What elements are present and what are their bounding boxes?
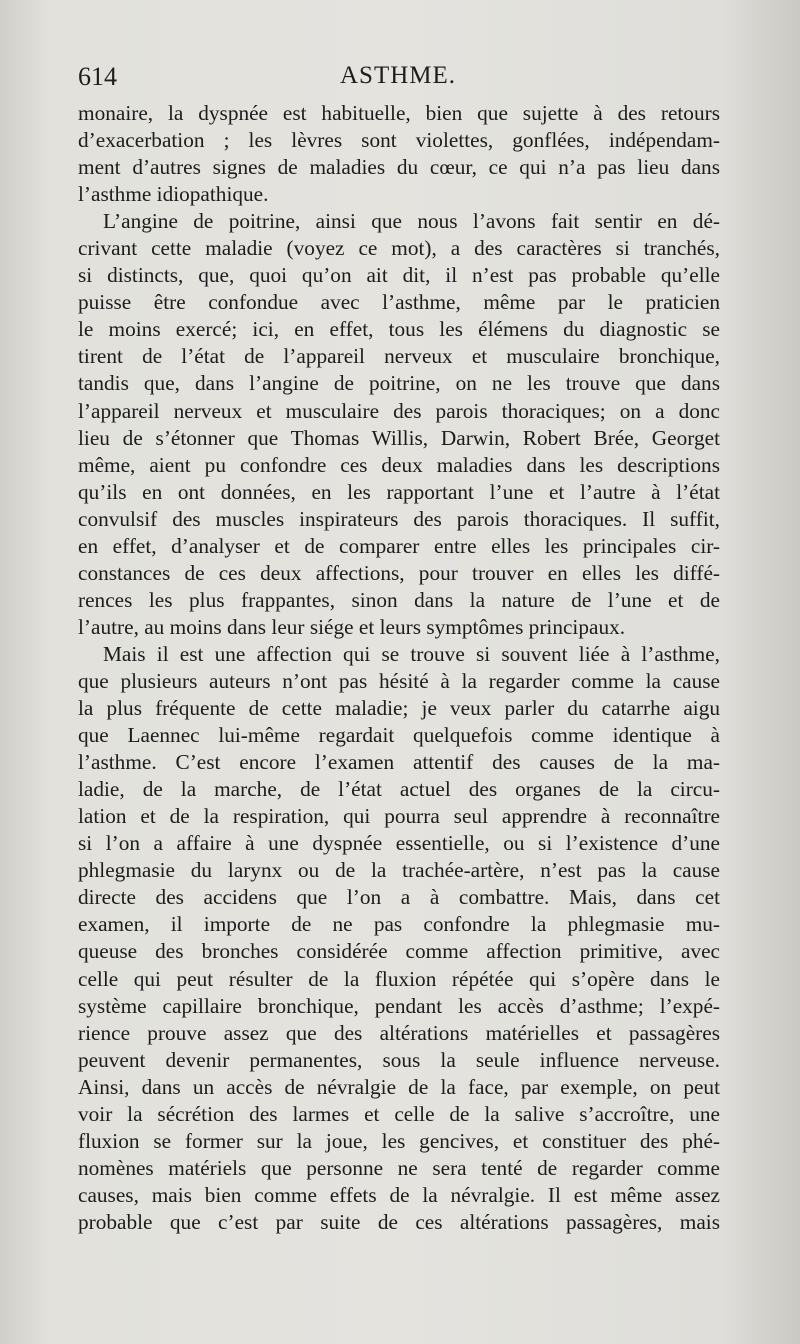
text-line: tandis que, dans l’angine de poitrine, on ne les trouve que dans (78, 371, 720, 396)
text-line: le moins exercé; ici, en effet, tous les élémens du diagnostic se (78, 317, 720, 342)
text-line: en effet, d’analyser et de comparer entre elles les principales cir- (78, 533, 720, 558)
text-line: l’appareil nerveux et musculaire des parois thoraciques; on a donc (78, 398, 720, 423)
page-header (78, 62, 722, 98)
running-title: ASTHME. (340, 62, 457, 89)
text-line: si distincts, que, quoi qu’on ait dit, il n’est pas probable qu’elle (78, 263, 720, 288)
text-line: ladie, de la marche, de l’état actuel des organes de la circu- (78, 777, 720, 802)
text-line: si l’on a affaire à une dyspnée essentielle, ou si l’existence d’une (78, 831, 720, 856)
text-line: l’asthme idiopathique. (78, 182, 269, 207)
text-line: queuse des bronches considérée comme affection primitive, avec (78, 939, 720, 964)
text-line: que Laennec lui-même regardait quelquefois comme identique à (78, 723, 720, 748)
text-line: qu’ils en ont données, en les rapportant l’une et l’autre à l’état (78, 479, 720, 504)
text-line: l’asthme. C’est encore l’examen attentif des causes de la ma- (78, 750, 720, 775)
text-line: fluxion se former sur la joue, les gencives, et constituer des phé- (78, 1128, 720, 1153)
text-line: tirent de l’état de l’appareil nerveux et musculaire bronchique, (78, 344, 720, 369)
text-line: L’angine de poitrine, ainsi que nous l’avons fait sentir en dé- (103, 209, 720, 234)
text-line: nomènes matériels que personne ne sera tenté de regarder comme (78, 1155, 720, 1180)
text-line: causes, mais bien comme effets de la névralgie. Il est même assez (78, 1182, 720, 1207)
text-line: convulsif des muscles inspirateurs des parois thoraciques. Il suffit, (78, 506, 720, 531)
text-line: directe des accidens que l’on a à combattre. Mais, dans cet (78, 885, 720, 910)
text-line: Mais il est une affection qui se trouve si souvent liée à l’asthme, (103, 641, 720, 666)
text-line: lieu de s’étonner que Thomas Willis, Darwin, Robert Brée, Georget (78, 425, 720, 450)
text-line: phlegmasie du larynx ou de la trachée-artère, n’est pas la cause (78, 858, 720, 883)
text-line: la plus fréquente de cette maladie; je veux parler du catarrhe aigu (78, 696, 720, 721)
text-line: probable que c’est par suite de ces altérations passagères, mais (78, 1209, 720, 1234)
text-line: que plusieurs auteurs n’ont pas hésité à la regarder comme la cause (78, 668, 720, 693)
text-line: voir la sécrétion des larmes et celle de la salive s’accroître, une (78, 1101, 720, 1126)
text-line: l’autre, au moins dans leur siége et leurs symptômes principaux. (78, 614, 626, 639)
text-line: rences les plus frappantes, sinon dans la nature de l’une et de (78, 587, 720, 612)
text-line: monaire, la dyspnée est habituelle, bien que sujette à des retours (78, 101, 720, 125)
page-number: 614 (78, 62, 117, 91)
text-line: puisse être confondue avec l’asthme, même par le praticien (78, 290, 720, 315)
text-line: crivant cette maladie (voyez ce mot), a des caractères si tranchés, (78, 236, 720, 261)
text-line: examen, il importe de ne pas confondre la phlegmasie mu- (78, 912, 720, 937)
text-line: rience prouve assez que des altérations matérielles et passagères (78, 1020, 720, 1045)
text-line: celle qui peut résulter de la fluxion répétée qui s’opère dans le (78, 966, 720, 991)
text-line: système capillaire bronchique, pendant les accès d’asthme; l’expé- (78, 993, 720, 1018)
text-line: peuvent devenir permanentes, sous la seule influence nerveuse. (78, 1047, 720, 1072)
text-line: d’exacerbation ; les lèvres sont violettes, gonflées, indépendam- (78, 128, 720, 153)
text-line: Ainsi, dans un accès de névralgie de la face, par exemple, on peut (78, 1074, 720, 1099)
text-line: lation et de la respiration, qui pourra seul apprendre à reconnaître (78, 804, 720, 829)
body-text (78, 100, 720, 1236)
text-line: même, aient pu confondre ces deux maladies dans les descriptions (78, 452, 720, 477)
text-line: constances de ces deux affections, pour trouver en elles les diffé- (78, 560, 720, 585)
text-line: ment d’autres signes de maladies du cœur, ce qui n’a pas lieu dans (78, 155, 720, 180)
